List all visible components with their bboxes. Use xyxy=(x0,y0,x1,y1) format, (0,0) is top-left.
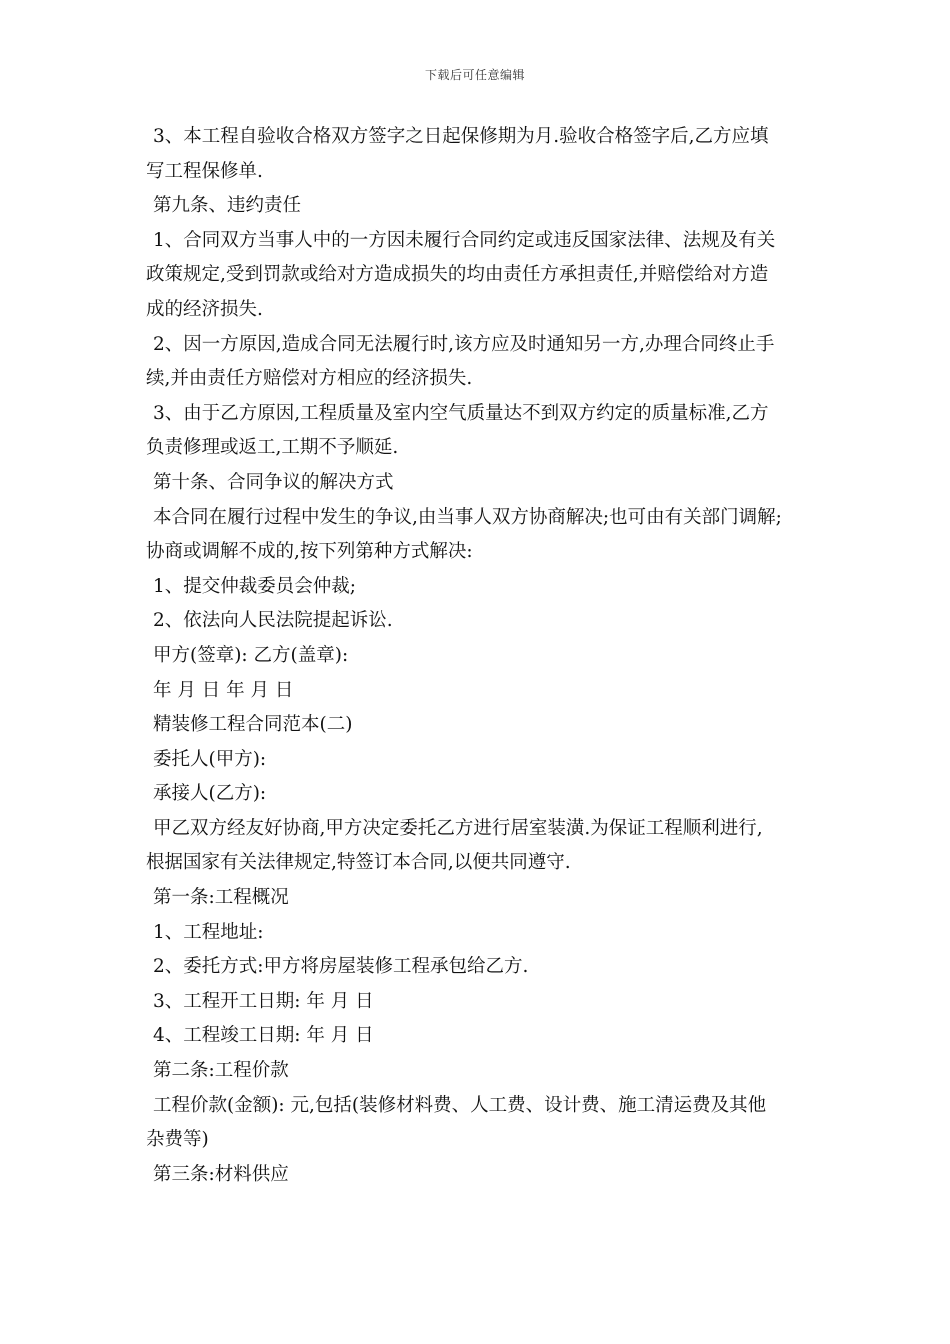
document-line: 2、因一方原因,造成合同无法履行时,该方应及时通知另一方,办理合同终止手 xyxy=(153,333,775,355)
page-header: 下载后可任意编辑 xyxy=(424,68,525,82)
document-line: 第九条、违约责任 xyxy=(153,195,302,217)
document-line: 承接人(乙方): xyxy=(153,783,267,805)
document-line: 第十条、合同争议的解决方式 xyxy=(153,471,394,493)
document-line: 第一条:工程概况 xyxy=(153,887,289,909)
document-line: 3、本工程自验收合格双方签字之日起保修期为月.验收合格签字后,乙方应填 xyxy=(153,126,769,147)
document-line: 成的经济损失. xyxy=(146,298,263,320)
document-line: 根据国家有关法律规定,特签订本合同,以便共同遵守. xyxy=(146,852,571,874)
document-line: 3、由于乙方原因,工程质量及室内空气质量达不到双方约定的质量标准,乙方 xyxy=(153,402,769,424)
document-line: 第二条:工程价款 xyxy=(153,1060,289,1082)
document-line: 精装修工程合同范本(二) xyxy=(153,714,353,736)
document-line: 甲乙双方经友好协商,甲方决定委托乙方进行居室装潢.为保证工程顺利进行, xyxy=(153,817,763,839)
document-line: 政策规定,受到罚款或给对方造成损失的均由责任方承担责任,并赔偿给对方造 xyxy=(146,264,769,286)
document-line: 3、工程开工日期: 年 月 日 xyxy=(153,990,374,1012)
document-line: 年 月 日 年 月 日 xyxy=(153,679,294,701)
document-line: 1、合同双方当事人中的一方因未履行合同约定或违反国家法律、法规及有关 xyxy=(153,229,776,251)
document-line: 续,并由责任方赔偿对方相应的经济损失. xyxy=(146,368,473,390)
document-line: 4、工程竣工日期: 年 月 日 xyxy=(153,1025,374,1047)
document-line: 写工程保修单. xyxy=(146,160,263,182)
document-body xyxy=(146,120,818,1192)
document-line: 2、委托方式:甲方将房屋装修工程承包给乙方. xyxy=(153,956,529,978)
document-line: 本合同在履行过程中发生的争议,由当事人双方协商解决;也可由有关部门调解; xyxy=(153,506,782,528)
document-line: 1、工程地址: xyxy=(153,921,264,943)
document-line: 协商或调解不成的,按下列第种方式解决: xyxy=(146,541,473,563)
document-line: 1、提交仲裁委员会仲裁; xyxy=(153,575,357,597)
document-line: 负责修理或返工,工期不予顺延. xyxy=(146,437,399,459)
document-line: 2、依法向人民法院提起诉讼. xyxy=(153,610,393,632)
document-line: 第三条:材料供应 xyxy=(153,1163,289,1185)
document-line: 杂费等) xyxy=(146,1129,209,1151)
document-line: 委托人(甲方): xyxy=(153,748,267,770)
document-line: 工程价款(金额): 元,包括(装修材料费、人工费、设计费、施工清运费及其他 xyxy=(153,1094,767,1116)
document-line: 甲方(签章): 乙方(盖章): xyxy=(153,644,349,666)
